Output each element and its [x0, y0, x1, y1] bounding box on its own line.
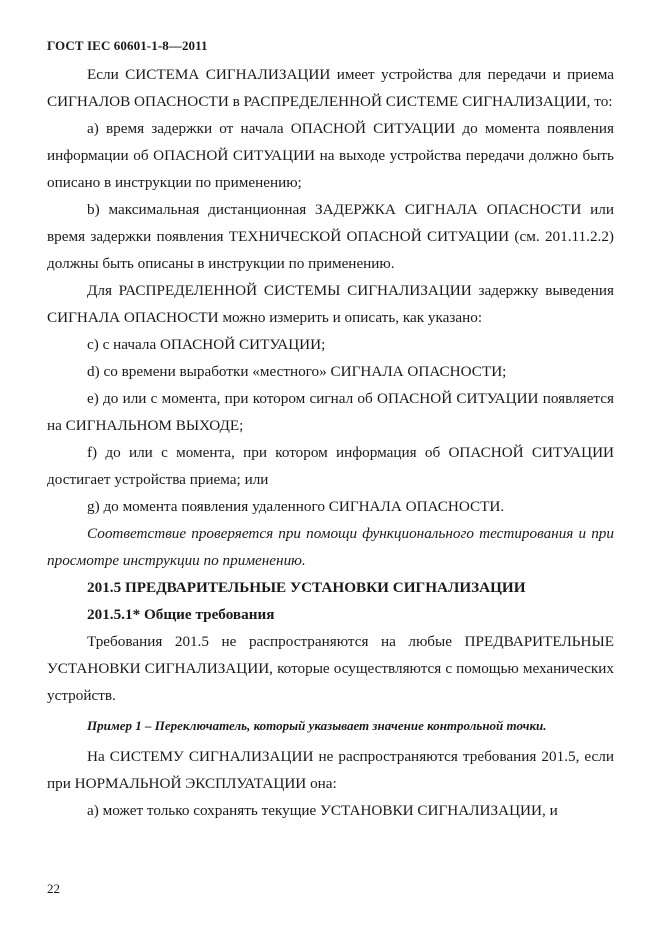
compliance-note: Соответствие проверяется при помощи функционального тестирования и при просмотре инструкции по применению. — [47, 525, 614, 569]
document-body — [47, 61, 614, 824]
section-heading: 201.5 ПРЕДВАРИТЕЛЬНЫЕ УСТАНОВКИ СИГНАЛИЗАЦИИ — [87, 579, 526, 596]
list-item-g: g) до момента появления удаленного СИГНАЛА ОПАСНОСТИ. — [87, 498, 505, 515]
list-item-c: c) с начала ОПАСНОЙ СИТУАЦИИ; — [87, 336, 326, 353]
list-item-d: d) со времени выработки «местного» СИГНАЛА ОПАСНОСТИ; — [87, 363, 507, 380]
list-item-b: b) максимальная дистанционная ЗАДЕРЖКА СИГНАЛА ОПАСНОСТИ или время задержки появления ТЕХНИЧЕСКОЙ ОПАСНОЙ СИТУАЦИИ (см. 201.11.2.2) должны быть описаны в инструкции по применению. — [47, 201, 614, 272]
list-item-a-2: a) может только сохранять текущие УСТАНОВКИ СИГНАЛИЗАЦИИ, и — [87, 802, 558, 819]
page-number: 22 — [47, 881, 60, 896]
paragraph-requirements: Требования 201.5 не распространяются на любые ПРЕДВАРИТЕЛЬНЫЕ УСТАНОВКИ СИГНАЛИЗАЦИИ, которые осуществляются с помощью механических устройств. — [47, 633, 614, 704]
paragraph-distributed: Для РАСПРЕДЕЛЕННОЙ СИСТЕМЫ СИГНАЛИЗАЦИИ задержку выведения СИГНАЛА ОПАСНОСТИ можно измерить и описать, как указано: — [47, 282, 614, 326]
list-item-e: e) до или с момента, при котором сигнал об ОПАСНОЙ СИТУАЦИИ появляется на СИГНАЛЬНОМ ВЫХОДЕ; — [47, 390, 614, 434]
paragraph-intro: Если СИСТЕМА СИГНАЛИЗАЦИИ имеет устройства для передачи и приема СИГНАЛОВ ОПАСНОСТИ в РАСПРЕДЕЛЕННОЙ СИСТЕМЕ СИГНАЛИЗАЦИИ, то: — [47, 66, 614, 110]
paragraph-exemption: На СИСТЕМУ СИГНАЛИЗАЦИИ не распространяются требования 201.5, если при НОРМАЛЬНОЙ ЭКСПЛУАТАЦИИ она: — [47, 748, 614, 792]
example-note: Пример 1 – Переключатель, который указывает значение контрольной точки. — [87, 718, 547, 733]
list-item-f: f) до или с момента, при котором информация об ОПАСНОЙ СИТУАЦИИ достигает устройства приема; или — [47, 444, 614, 488]
list-item-a: a) время задержки от начала ОПАСНОЙ СИТУАЦИИ до момента появления информации об ОПАСНОЙ СИТУАЦИИ на выходе устройства передачи должно быть описано в инструкции по применению; — [47, 120, 614, 191]
document-header: ГОСТ IEC 60601-1-8—2011 — [47, 38, 208, 53]
subsection-heading: 201.5.1* Общие требования — [87, 606, 275, 623]
